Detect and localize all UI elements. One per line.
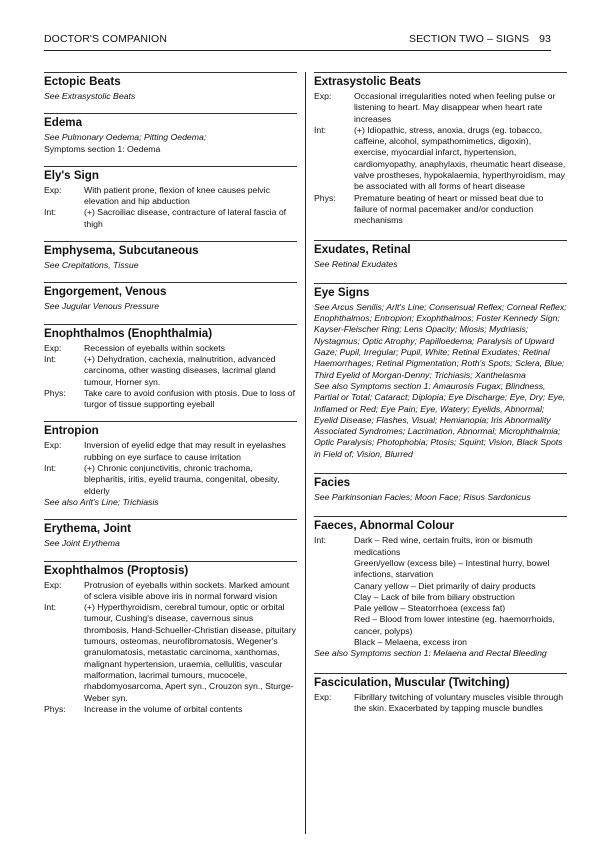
colour-item: Pale yellow – Steatorrhoea (excess fat) (354, 603, 506, 614)
colour-list (354, 535, 567, 648)
running-header (44, 33, 551, 49)
entry-eye-signs (314, 283, 567, 465)
entry-title: Exophthalmos (Proptosis) (44, 563, 189, 577)
colour-item: Dark – Red wine, certain fruits, iron or bismuth medications (354, 535, 533, 557)
phys-row (44, 704, 297, 715)
colour-item: Black – Melaena, excess iron (354, 636, 467, 647)
phys-row (44, 388, 297, 411)
entry-title: Edema (44, 116, 83, 130)
row-label: Exp: (314, 691, 332, 702)
row-text: Fibrillary twitching of voluntary muscles visible through the skin. Exacerbated by tapping muscle bundles (354, 691, 564, 713)
row-text: Occasional irregularities noted when feeling pulse or listening to heart. May disappear when heart rate increases (354, 91, 556, 124)
int-row (44, 354, 297, 388)
row-text: (+) Hyperthyroidism, cerebral tumour, optic or orbital tumour, Cushing's disease, cavernous sinus thrombosis, Hand-Schueller-Christian disease, pituitary tumours, osteomas, neurofibromatosis, Wegener's granulomatosis, metastatic carcinoma, xanthomas, malignant hypertension, uraemia, cellulitis, vascular malformation, lacrimal tumours, mucocele, rhabdomyosarcoma, Apert syn., Crouzon syn., Sturge-Weber syn. (84, 602, 296, 703)
row-label: Phys: (314, 192, 336, 203)
entry-faeces-abnormal-colour (314, 516, 567, 664)
row-text: Take care to avoid confusion with ptosis. Due to loss of turgor of tissue supporting eyeball (84, 387, 296, 410)
entry-emphysema-subcutaneous (44, 241, 297, 276)
entry-entropion (44, 421, 297, 513)
section-title: SECTION TWO – SIGNS (408, 33, 530, 45)
entry-exudates-retinal (314, 240, 567, 275)
see-reference: See Arcus Senilis; Arlt's Line; Consensual Reflex; Corneal Reflex; Enophthalmos; Entropion; Exophthalmos; Foster Kennedy Sign; Kayser-Fleischer Ring; Lens Opacity; Miosis; Mydriasis; Nystagmus; Optic Atrophy; Papilloedema; Paralysis of Upward Gaze; Pupil, Irregular; Pupil, White; Retinal Exudates; Retinal Haemorrhages; Retinal Pigmentation; Roth's Spots; Sclera, Blue; Third Eyelid of Morgan-Denny; Trichiasis; Xanthelasma (314, 301, 567, 380)
row-label: Int: (44, 207, 57, 218)
exp-row (314, 91, 567, 125)
row-label: Int: (44, 463, 57, 474)
right-column (314, 72, 567, 719)
book-title: DOCTOR'S COMPANION (44, 33, 168, 45)
row-label: Exp: (44, 342, 62, 353)
exp-row (44, 440, 297, 463)
exp-row (44, 343, 297, 354)
row-label: Int: (44, 353, 57, 364)
exp-row (44, 185, 297, 208)
symptoms-reference: Symptoms section 1: Oedema (44, 143, 161, 154)
header-rule (44, 50, 551, 51)
phys-row (314, 193, 567, 227)
see-also-reference: See also Arlt's Line; Trichiasis (44, 496, 159, 507)
row-text: Recession of eyeballs within sockets (84, 342, 225, 353)
exp-row (44, 580, 297, 603)
entry-title: Exudates, Retinal (314, 242, 411, 256)
entry-fasciculation-muscular (314, 673, 567, 720)
row-label: Int: (44, 602, 57, 613)
entry-title: Enophthalmos (Enophthalmia) (44, 326, 213, 340)
see-reference: See Crepitations, Tissue (44, 260, 139, 271)
row-label: Int: (314, 124, 327, 135)
entry-ectopic-beats (44, 72, 297, 107)
colour-item: Green/yellow (excess bile) – Intestinal hurry, bowel infections, starvation (354, 557, 550, 580)
entry-title: Erythema, Joint (44, 522, 131, 536)
see-reference: See Extrasystolic Beats (44, 91, 136, 101)
row-label: Exp: (44, 440, 62, 451)
colour-item: Canary yellow – Diet primarily of dairy products (354, 580, 536, 591)
row-text: With patient prone, flexion of knee causes pelvic elevation and hip abduction (84, 184, 270, 207)
entry-title: Ely's Sign (44, 168, 99, 182)
row-text: (+) Idiopathic, stress, anoxia, drugs (eg. tobacco, caffeine, alcohol, sympathomimetics, digoxin), exercise, myocardial infarct, hypertension, cardiomyopathy, anaphylaxis, rheumatic heart disease, valve prostheses, hypokalaemia, hyperthyroidism, may be associated with all forms of heart disease (354, 124, 566, 192)
int-row (314, 535, 567, 648)
int-row (44, 602, 297, 704)
row-label: Phys: (44, 387, 66, 398)
entry-engorgement-venous (44, 282, 297, 317)
row-text: (+) Chronic conjunctivitis, chronic trachoma, blepharitis, iritis, eyelid trauma, congenital, obesity, elderly (84, 463, 280, 496)
see-reference: See Joint Erythema (44, 538, 120, 549)
row-text: (+) Dehydration, cachexia, malnutrition, advanced carcinoma, other wasting diseases, lacrimal gland tumour, Horner syn. (84, 353, 276, 387)
entry-title: Faeces, Abnormal Colour (314, 519, 455, 533)
row-label: Exp: (314, 91, 332, 101)
entry-facies (314, 473, 567, 508)
entry-erythema-joint (44, 519, 297, 554)
entry-title: Extrasystolic Beats (314, 75, 421, 88)
row-text: Premature beating of heart or missed beat due to failure of normal pacemaker and/or conduction mechanisms (354, 192, 544, 226)
row-text: (+) Sacroiliac disease, contracture of lateral fascia of thigh (84, 207, 287, 229)
page-number: 93 (539, 33, 551, 45)
entry-title: Entropion (44, 424, 99, 438)
row-text: Increase in the volume of orbital contents (84, 703, 243, 714)
int-row (44, 463, 297, 497)
see-also-reference: See also Symptoms section 1: Amaurosis Fugax; Blindness, Partial or Total; Cataract; Diplopia; Eye Discharge; Eye, Dry; Eye, Inflamed or Red; Eye Pain; Eye, Watery; Eyelids, Abnormal; Eyelid Disease; Flashes, Visual; Hemianopia; Iris Abnormality Associated Syndromes; Lacrimation, Abnormal; Microphthalmia; Optic Paralysis; Photophobia; Ptosis; Squint; Vision, Black Spots in Field of; Vision, Blurred (314, 380, 566, 459)
row-label: Exp: (44, 184, 62, 195)
row-label: Phys: (44, 703, 66, 714)
entry-exophthalmos (44, 561, 297, 721)
entry-title: Engorgement, Venous (44, 285, 167, 299)
colour-item: Clay – Lack of bile from biliary obstruction (354, 591, 515, 602)
entry-title: Fasciculation, Muscular (Twitching) (314, 675, 510, 689)
entry-title: Ectopic Beats (44, 75, 121, 88)
left-column (44, 72, 297, 720)
see-also-reference: See also Symptoms section 1: Melaena and Rectal Bleeding (314, 648, 547, 659)
row-label: Exp: (44, 579, 62, 590)
entry-title: Facies (314, 476, 351, 490)
see-reference: See Retinal Exudates (314, 258, 398, 269)
colour-item: Red – Blood from lower intestine (eg. haemorrhoids, cancer, polyps) (354, 614, 555, 636)
entry-extrasystolic-beats (314, 72, 567, 232)
entry-edema (44, 113, 297, 160)
section-header (409, 33, 551, 45)
entry-enophthalmos (44, 324, 297, 416)
entry-title: Emphysema, Subcutaneous (44, 244, 199, 258)
entry-elys-sign (44, 166, 297, 235)
see-reference: See Pulmonary Oedema; Pitting Oedema; (44, 132, 207, 143)
row-label: Int: (314, 535, 327, 546)
row-text: Inversion of eyelid edge that may result in eyelashes rubbing on eye surface to cause irritation (84, 440, 286, 462)
see-reference: See Jugular Venous Pressure (44, 301, 160, 312)
entry-title: Eye Signs (314, 285, 370, 299)
see-reference: See Parkinsonian Facies; Moon Face; Risus Sardonicus (314, 492, 531, 503)
int-row (314, 125, 567, 193)
int-row (44, 207, 297, 230)
row-text: Protrusion of eyeballs within sockets. Marked amount of sclera visible above iris in normal forward vision (84, 579, 290, 601)
column-divider (305, 72, 306, 834)
exp-row (314, 692, 567, 715)
